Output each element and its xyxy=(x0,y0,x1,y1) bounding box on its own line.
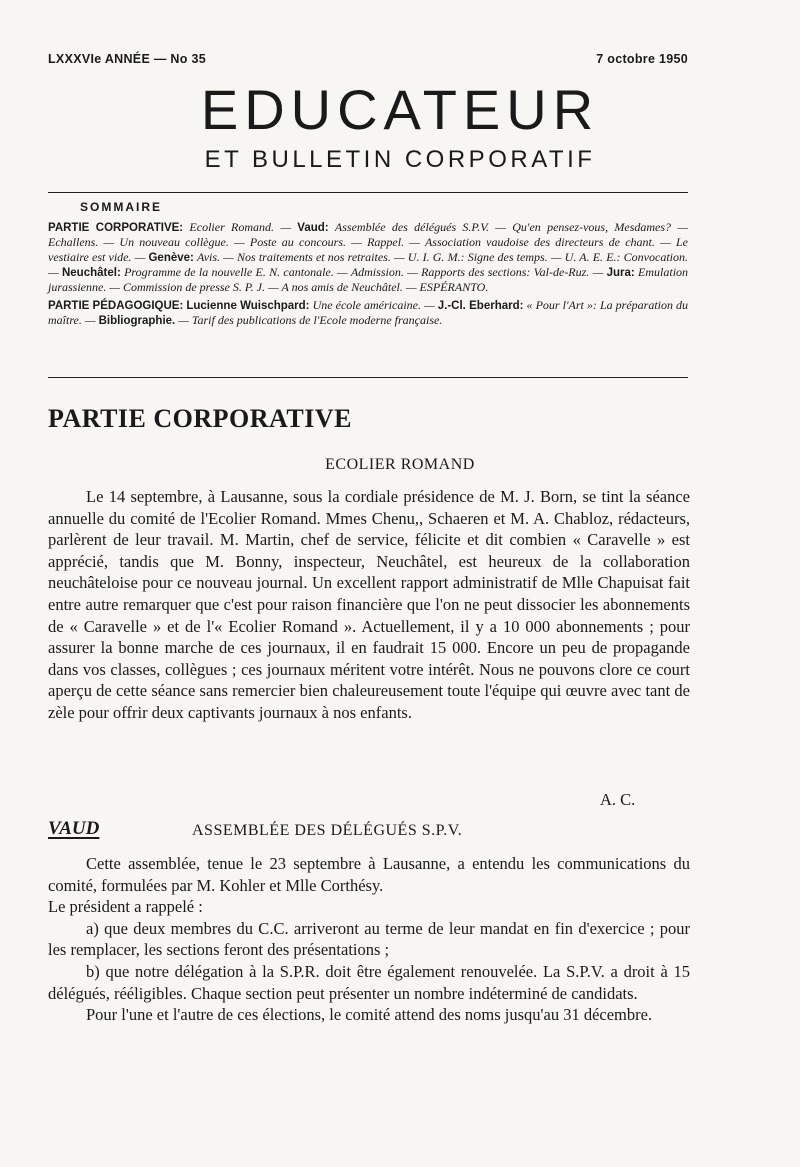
article-paragraph: Le 14 septembre, à Lausanne, sous la cordiale présidence de M. J. Born, se tint la séance annuelle du comité de l'Ecolier Romand. Mmes Chenu,, Schaeren et M. A. Chabloz, rédacteurs, parlèrent de leur travail. M. Martin, chef de service, félicite et dit combien « Caravelle » est apprécié, tandis que M. Bonny, inspecteur, Neuchâtel, est heureux de la collaboration neuchâteloise pour ce nouveau journal. Un excellent rapport administratif de Mlle Chapuisat fait entre autre remarquer que c'est pour raison financière que l'on ne peut dissocier les abonnements de « Caravelle » et de l'« Ecolier Romand ». Actuellement, il y a 10 000 abonnements ; pour assurer la bonne marche de ces journaux, il en faudrait 15 000. Encore un peu de propagande dans vos classes, collègues ; ces journaux méritent votre intérêt. Nous ne pouvons clore ce court aperçu de cette séance sans remercier bien chaleureusement toute l'équipe qui œuvre avec tant de zèle pour offrir deux captivants journaux à nos enfants. xyxy=(48,487,690,722)
vaud-article xyxy=(48,853,690,1026)
issue-date: 7 octobre 1950 xyxy=(596,52,688,66)
vaud-paragraph-3: a) que deux membres du C.C. arriveront au terme de leur mandat en fin d'exercice ; pour les remplacer, les sections feront des présentations ; xyxy=(48,918,690,960)
journal-title: EDUCATEUR xyxy=(200,78,600,141)
toc-bottom-divider xyxy=(48,377,688,378)
toc-partie-pedagogique: PARTIE PÉDAGOGIQUE: Lucienne Wuischpard: Une école américaine. — J.-Cl. Eberhard: « Pour l'Art »: La préparation du maître. — Bibliographie. — Tarif des publications de l'Ecole moderne française. xyxy=(48,298,689,328)
issue-number: LXXXVIe ANNÉE — No 35 xyxy=(48,52,206,66)
vaud-section-label: VAUD xyxy=(48,818,100,839)
vaud-section-heading: ASSEMBLÉE DES DÉLÉGUÉS S.P.V. xyxy=(192,822,463,839)
sommaire-heading: SOMMAIRE xyxy=(80,200,162,214)
article-signature: A. C. xyxy=(600,790,636,809)
ecolier-romand-heading: ECOLIER ROMAND xyxy=(325,456,475,473)
partie-corporative-heading: PARTIE CORPORATIVE xyxy=(48,404,352,433)
table-of-contents xyxy=(48,200,688,333)
top-divider xyxy=(48,192,688,193)
journal-subtitle: ET BULLETIN CORPORATIF xyxy=(204,146,596,173)
ecolier-romand-article xyxy=(48,486,690,724)
vaud-paragraph-2: Le président a rappelé : xyxy=(48,897,203,917)
masthead-info xyxy=(48,52,688,66)
vaud-paragraph-4: b) que notre délégation à la S.P.R. doit être également renouvelée. La S.P.V. a droit à 15 délégués, rééligibles. Chaque section peut présenter un nombre indéterminé de candidats. xyxy=(48,961,690,1003)
vaud-paragraph-1: Cette assemblée, tenue le 23 septembre à Lausanne, a entendu les communications du comité, formulées par M. Kohler et Mlle Corthésy. xyxy=(48,854,690,895)
vaud-paragraph-5: Pour l'une et l'autre de ces élections, le comité attend des noms jusqu'au 31 décembre. xyxy=(86,1005,653,1025)
toc-partie-corporative: PARTIE CORPORATIVE: Ecolier Romand. — Vaud: Assemblée des délégués S.P.V. — Qu'en pensez-vous, Mesdames? — Echallens. — Un nouveau collègue. — Poste au concours. — Rappel. — Association vaudoise des directeurs de chant. — Le vestiaire est vide. — Genève: Avis. — Nos traitements et nos retraites. — U. I. G. M.: Signe des temps. — U. A. E. E.: Convocation. — Neuchâtel: Programme de la nouvelle E. N. cantonale. — Admission. — Rapports des sections: Val-de-Ruz. — Jura: Emulation jurassienne. — Commission de presse S. P. J. — A nos amis de Neuchâtel. — ESPÉRANTO. xyxy=(48,220,689,295)
